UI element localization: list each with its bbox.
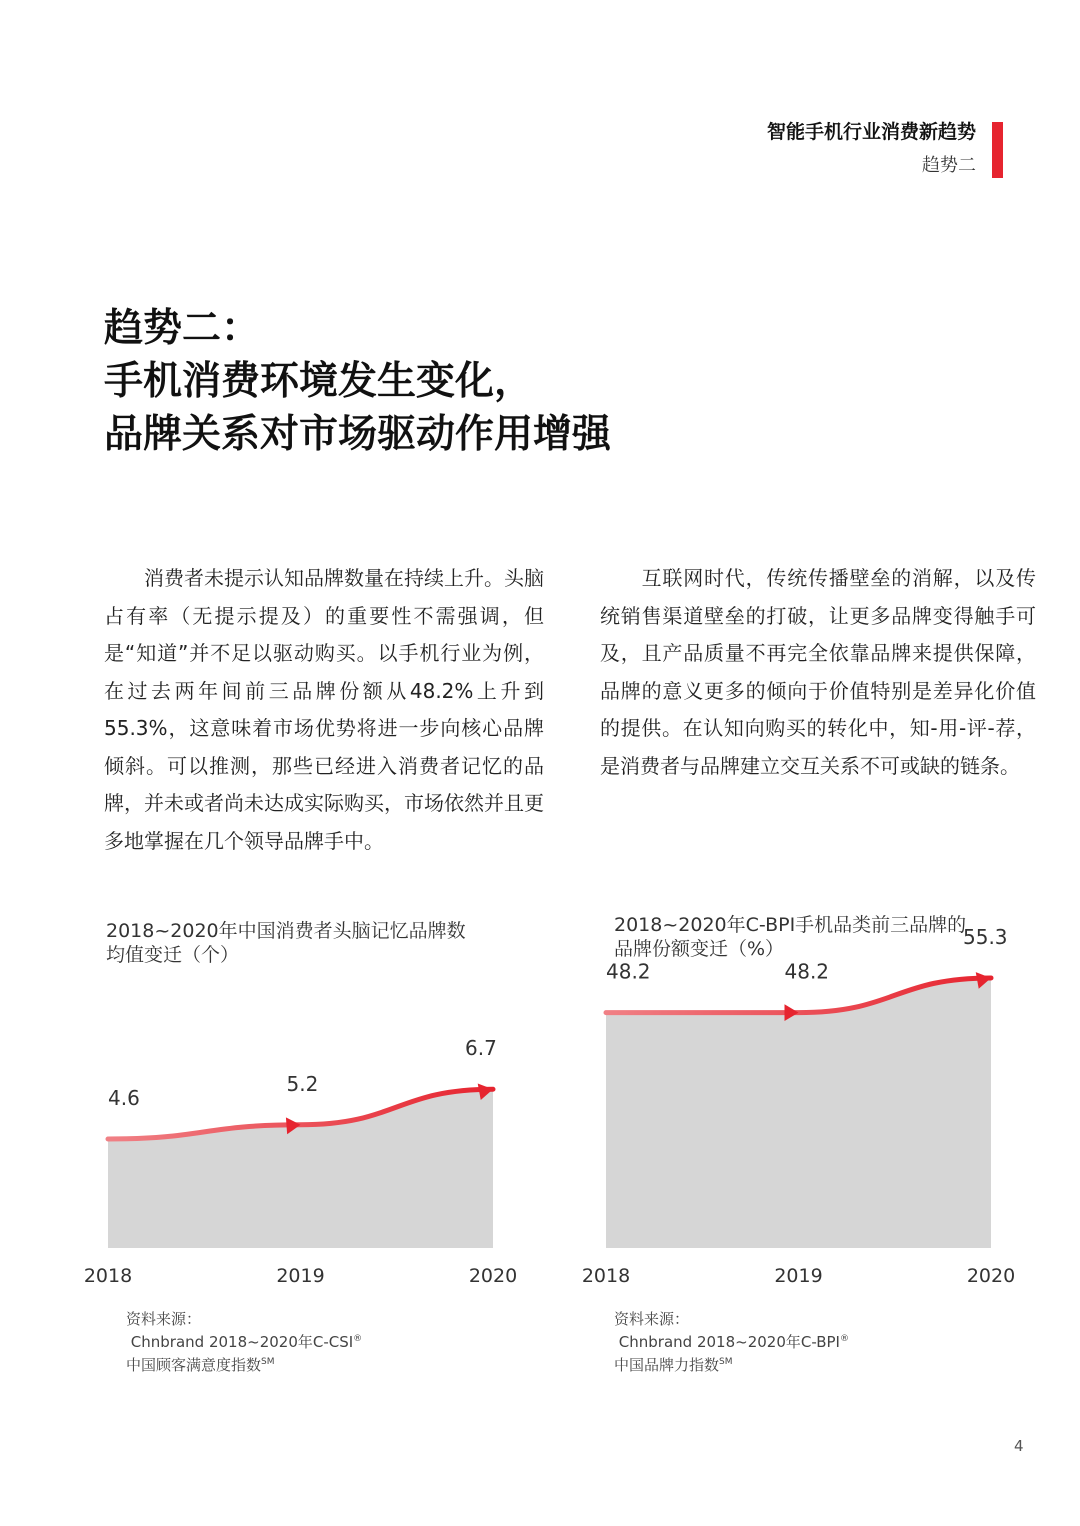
area-fill [108, 1089, 493, 1248]
source-1-label: 资料来源： [126, 1310, 202, 1328]
headline-line-3: 品牌关系对市场驱动作用增强 [104, 412, 612, 457]
data-label: 48.2 [606, 959, 651, 984]
source-2-label: 资料来源： [614, 1310, 690, 1328]
registered-mark: ® [839, 1334, 849, 1344]
data-label: 55.3 [963, 924, 1008, 949]
source-1-line-2: 中国顾客满意度指数 [126, 1356, 262, 1374]
body-paragraph-right: 互联网时代，传统传播壁垒的消解，以及传统销售渠道壁垒的打破，让更多品牌变得触手可及，且产品质量不再完全依靠品牌来提供保障，品牌的意义更多的倾向于价值特别是差异化价值的提供。在认知向购买的转化中，知-用-评-荐，是消费者与品牌建立交互关系不可或缺的链条。 [600, 566, 1036, 778]
source-note-1 [126, 1309, 362, 1375]
x-tick-label: 2019 [774, 1265, 823, 1287]
source-2-line-2: 中国品牌力指数 [614, 1356, 720, 1374]
page-number: 4 [1014, 1437, 1024, 1455]
service-mark: SM [719, 1357, 733, 1367]
data-label: 6.7 [465, 1036, 497, 1061]
x-tick-label: 2020 [468, 1265, 518, 1287]
data-label: 4.6 [108, 1086, 140, 1110]
chart-1-brand-memory-count [80, 1030, 530, 1295]
x-tick-label: 2020 [966, 1265, 1016, 1287]
running-header [767, 118, 976, 180]
header-title: 智能手机行业消费新趋势 [766, 121, 976, 143]
headline-line-2: 手机消费环境发生变化， [104, 359, 534, 404]
data-label: 5.2 [286, 1071, 319, 1096]
data-label: 48.2 [784, 959, 830, 984]
body-paragraph-left: 消费者未提示认知品牌数量在持续上升。头脑占有率（无提示提及）的重要性不需强调，但是“知道”并不足以驱动购买。以手机行业为例，在过去两年间前三品牌份额从48.2%上升到55.3%，这意味着市场优势将进一步向核心品牌倾斜。可以推测，那些已经进入消费者记忆的品牌，并未或者尚未达成实际购买，市场依然并且更多地掌握在几个领导品牌手中。 [104, 566, 544, 853]
registered-mark: ® [353, 1334, 363, 1344]
source-note-2 [614, 1309, 849, 1375]
headline-line-1: 趋势二： [104, 306, 261, 351]
source-2-line-1: Chnbrand 2018~2020年C-BPI [618, 1333, 840, 1351]
x-tick-label: 2019 [276, 1265, 325, 1287]
header-subtitle: 趋势二 [922, 155, 976, 176]
chart-2-title: 2018~2020年C-BPI手机品类前三品牌的 品牌份额变迁（%） [614, 914, 967, 960]
x-tick-label: 2018 [581, 1265, 631, 1287]
x-tick-label: 2018 [83, 1265, 133, 1287]
service-mark: SM [261, 1357, 275, 1367]
chart-1-title: 2018~2020年中国消费者头脑记忆品牌数 均值变迁（个） [106, 920, 466, 966]
source-1-line-1: Chnbrand 2018~2020年C-CSI [130, 1333, 354, 1351]
area-fill [606, 978, 991, 1248]
header-accent-bar [992, 122, 1003, 178]
headline [104, 302, 611, 461]
